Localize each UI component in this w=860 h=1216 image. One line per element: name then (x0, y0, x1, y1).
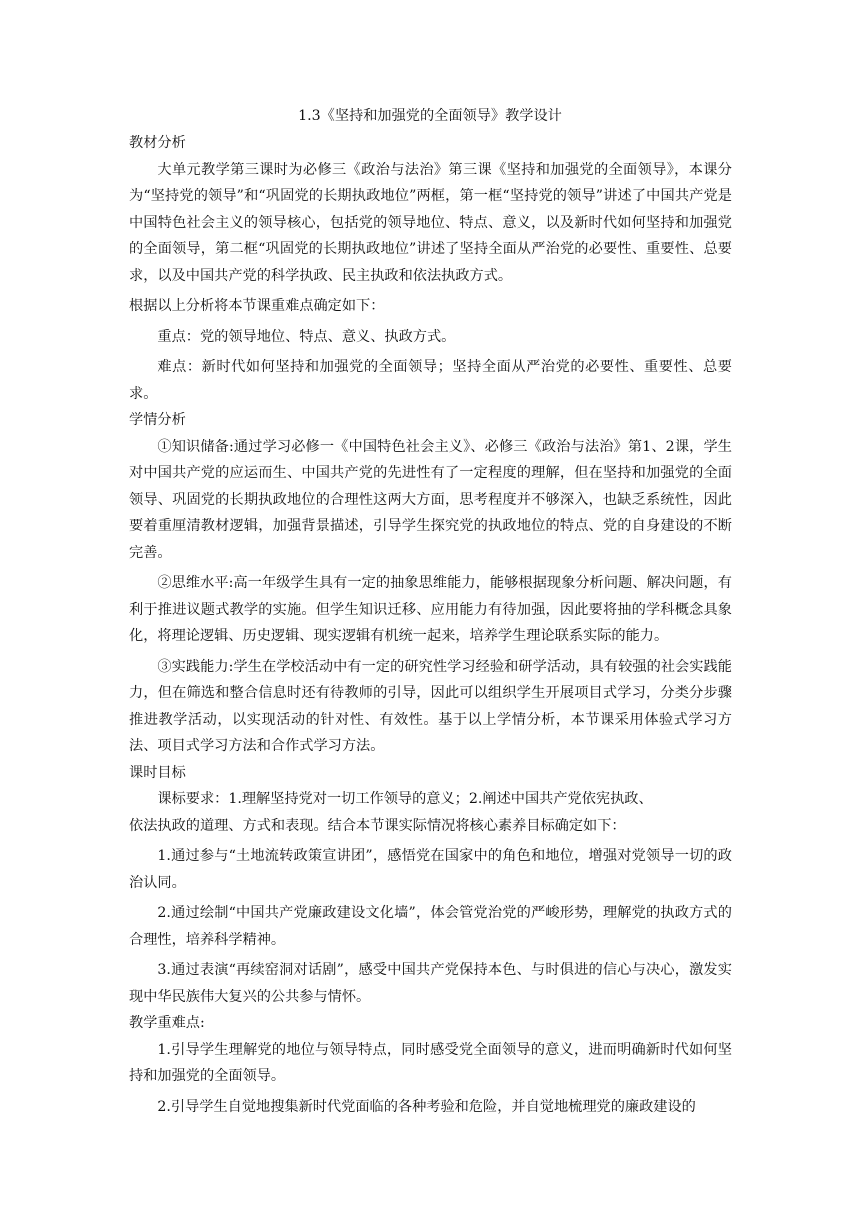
document-body (129, 130, 732, 1120)
paragraph-key-points: 重点：党的领导地位、特点、意义、执政方式。 (157, 328, 456, 345)
paragraph-summary-lead: 根据以上分析将本节课重难点确定如下： (129, 298, 385, 314)
paragraph-standard-requirement-line2: 依法执政的道理、方式和表现。结合本节课实际情况将核心素养目标确定如下： (129, 817, 626, 834)
paragraph-textbook-analysis: 大单元教学第三课时为必修三《政治与法治》第三课《坚持和加强党的全面领导》，本课分为“坚持党的领导”和“巩固党的长期执政地位”两框，第一框“坚持党的领导”讲述了中国共产党是中国特色社会主义的领导核心，包括党的领导地位、特点、意义，以及新时代如何坚持和加强党的全面领导，第二框“巩固党的长期执政地位”讲述了坚持全面从严治党的必要性、重要性、总要求，以及中国共产党的科学执政、民主执政和依法执政方式。 (129, 161, 732, 284)
paragraph-knowledge-reserve: ①知识储备:通过学习必修一《中国特色社会主义》、必修三《政治与法治》第1、2课，学生对中国共产党的应运而生、中国共产党的先进性有了一定程度的理解，但在坚持和加强党的全面领导、巩固党的长期执政地位的合理性这两大方面，思考程度并不够深入，也缺乏系统性，因此要着重厘清教材逻辑，加强背景描述，引导学生探究党的执政地位的特点、党的自身建设的不断完善。 (129, 438, 732, 561)
document-title: 1.3《坚持和加强党的全面领导》教学设计 (298, 108, 562, 124)
paragraph-practice-ability: ③实践能力:学生在学校活动中有一定的研究性学习经验和研学活动，具有较强的社会实践能力，但在筛选和整合信息时还有待教师的引导，因此可以组织学生开展项目式学习，分类分步骤推进教学活动，以实现活动的针对性、有效性。基于以上学情分析，本节课采用体验式学习方法、项目式学习方法和合作式学习方法。 (129, 658, 732, 754)
objective-item-1: 1.通过参与“土地流转政策宣讲团”，感悟党在国家中的角色和地位，增强对党领导一切的政治认同。 (129, 848, 732, 891)
paragraph-thinking-level: ②思维水平:高一年级学生具有一定的抽象思维能力，能够根据现象分析问题、解决问题，有利于推进议题式教学的实施。但学生知识迁移、应用能力有待加强，因此要将抽的学科概念具象化，将理论逻辑、历史逻辑、现实逻辑有机统一起来，培养学生理论联系实际的能力。 (129, 575, 732, 644)
objective-item-2: 2.通过绘制“中国共产党廉政建设文化墙”，体会管党治党的严峻形势，理解党的执政方式的合理性，培养科学精神。 (129, 905, 732, 948)
section-heading-focus: 教学重难点: (129, 1015, 205, 1031)
paragraph-difficult-points: 难点：新时代如何坚持和加强党的全面领导；坚持全面从严治党的必要性、重要性、总要求。 (129, 359, 732, 402)
section-heading-textbook: 教材分析 (129, 135, 186, 151)
section-heading-students: 学情分析 (129, 412, 186, 428)
focus-item-2: 2.引导学生自觉地搜集新时代党面临的各种考验和危险，并自觉地梳理党的廉政建设的 (157, 1098, 696, 1115)
objective-item-3: 3.通过表演“再续窑洞对话剧”，感受中国共产党保持本色、与时俱进的信心与决心，激发实现中华民族伟大复兴的公共参与情怀。 (129, 962, 732, 1005)
section-heading-objectives: 课时目标 (129, 764, 186, 781)
paragraph-standard-requirement-line1: 课标要求：1.理解坚持党对一切工作领导的意义；2.阐述中国共产党依宪执政、 (157, 791, 653, 807)
focus-item-1: 1.引导学生理解党的地位与领导特点，同时感受党全面领导的意义，进而明确新时代如何坚持和加强党的全面领导。 (129, 1041, 732, 1084)
